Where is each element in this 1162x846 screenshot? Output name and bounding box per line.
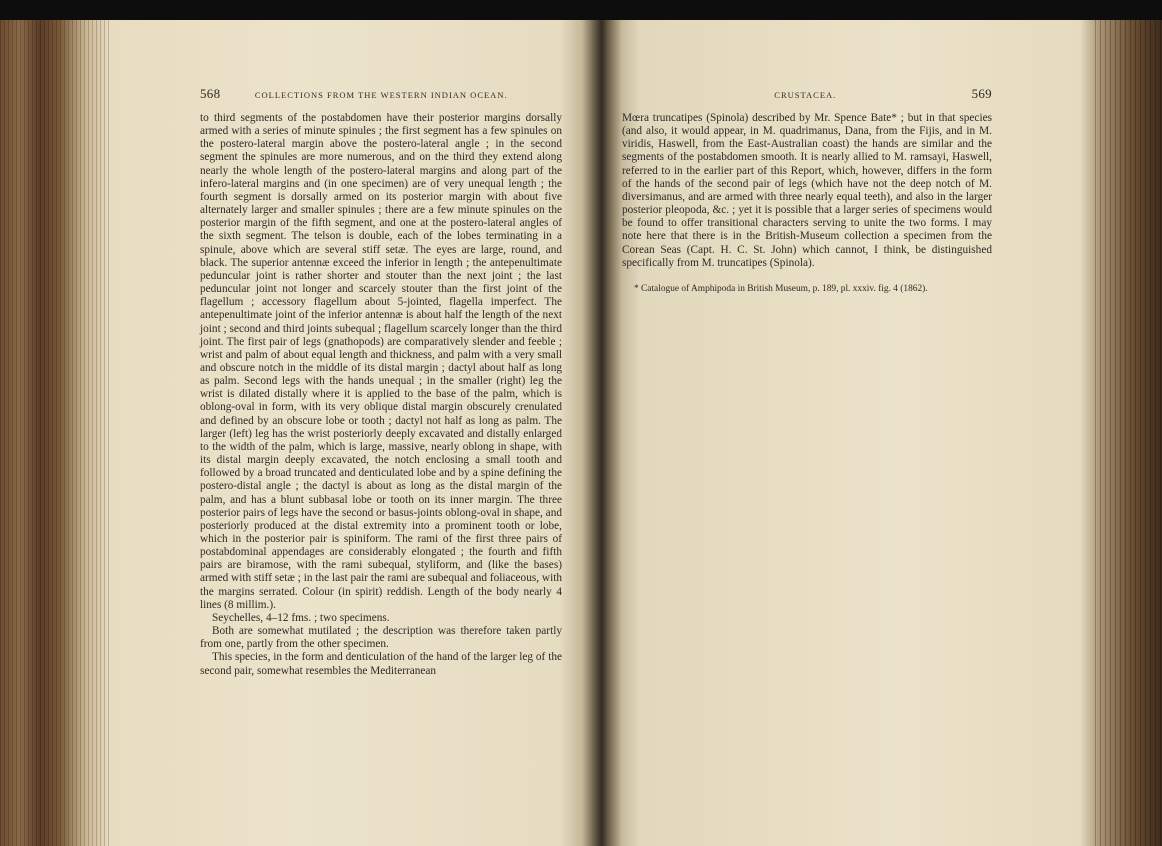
right-page-body <box>622 112 992 270</box>
left-paragraph-1: to third segments of the postabdomen have their posterior margins dorsally armed with a series of minute spinules ; the first segment has a few spinules on the postero-lateral margin above the postero-lateral angle ; in the second segment the spinules are more numerous, and on the third they extend along nearly the whole length of the postero-lateral margins and along part of the infero-lateral margins and (in one specimen) are of very unequal length ; the fourth segment is dorsally armed on its posterior margin with about five alternately larger and smaller spinules ; there are a few minute spinules on the posterior margin of the fifth segment, and one at the postero-lateral angles of the sixth segment. The telson is double, each of the lobes terminating in a spinule, above which are several stiff setæ. The eyes are large, round, and black. The superior antennæ exceed the inferior in length ; the antepenultimate peduncular joint is rather shorter and stouter than the next joint ; the last peduncular joint not longer and scarcely stouter than the first joint of the flagellum ; accessory flagellum about 5-jointed, flagella imperfect. The antepenultimate joint of the inferior antennæ is about half the length of the next joint ; second and third joints subequal ; flagellum scarcely longer than the third joint. The first pair of legs (gnathopods) are comparatively slender and feeble ; wrist and palm of about equal length and thickness, and palm with a very small and obscure notch in the middle of its distal margin ; dactyl about half as long as palm. Second legs with the hands unequal ; in the smaller (right) leg the wrist is dilated distally where it is applied to the base of the palm, which is oblong-oval in form, with its very oblique distal margin obscurely crenulated and defined by an obscure lobe or tooth ; dactyl not half as long as palm. The larger (left) leg has the wrist posteriorly deeply excavated and distally enlarged to the width of the palm, which is large, massive, nearly oblong in shape, with its distal margin deeply excavated, the notch enclosing a small tooth and followed by a broad truncated and denticulated lobe and by a spine defining the postero-distal angle ; the dactyl is about as long as the distal margin of the palm, and has a blunt subbasal lobe or tooth on its inner margin. The three posterior pairs of legs have the second or basus-joints oblong-oval in shape, and posteriorly produced at the distal extremity into a prominent tooth or lobe, which in the posterior pair is spiniform. The rami of the first three pairs of postabdominal appendages are considerably elongated ; the fourth and fifth pairs are biramose, with the rami subequal, styliform, and (like the bases) armed with stiff setæ ; in the last pair the rami are subequal and foliaceous, with the margins serrated. Colour (in spirit) reddish. Length of the body nearly 4 lines (8 millim.). <box>200 112 562 611</box>
right-page-number: 569 <box>971 86 992 101</box>
book-gutter <box>582 20 622 846</box>
scan-top-border <box>0 0 1162 22</box>
right-footnote: * Catalogue of Amphipoda in British Museum, p. 189, pl. xxxiv. fig. 4 (1862). <box>634 283 928 294</box>
left-page-edges <box>0 20 110 846</box>
left-paragraph-4: This species, in the form and denticulation of the hand of the larger leg of the second pair, somewhat resembles the Mediterranean <box>200 651 562 677</box>
left-page-header <box>200 86 562 104</box>
right-page-edges <box>1095 20 1162 846</box>
left-page <box>200 86 562 678</box>
right-page-header <box>619 86 992 104</box>
left-page-number: 568 <box>200 86 221 101</box>
left-running-head: COLLECTIONS FROM THE WESTERN INDIAN OCEAN. <box>254 90 508 100</box>
left-paragraph-2: Seychelles, 4–12 fms. ; two specimens. <box>212 611 390 624</box>
left-page-body <box>200 112 562 678</box>
left-paragraph-3: Both are somewhat mutilated ; the description was therefore taken partly from one, partly from the other specimen. <box>200 625 562 651</box>
right-page <box>622 86 992 295</box>
right-running-head: CRUSTACEA. <box>774 90 837 100</box>
right-paragraph-1: Mœra truncatipes (Spinola) described by Mr. Spence Bate* ; but in that species (and also, it would appear, in M. quadrimanus, Dana, from the Fijis, and in M. viridis, Haswell, from the East-Australian coast) the hands are similar and the segments of the postabdomen smooth. It is nearly allied to M. ramsayi, Haswell, referred to in the earlier part of this Report, which, however, differs in the form of the hands of the second pair of legs (which have not the deep notch of M. diversimanus, and are armed with three nearly equal teeth), and also in the larger posterior pleopoda, &c. ; yet it is possible that a larger series of specimens would be found to offer transitional characters serving to unite the two forms. I may note here that there is in the British-Museum collection a specimen from the Corean Seas (Capt. H. C. St. John) which cannot, I think, be distinguished specifically from M. truncatipes (Spinola). <box>622 112 992 269</box>
